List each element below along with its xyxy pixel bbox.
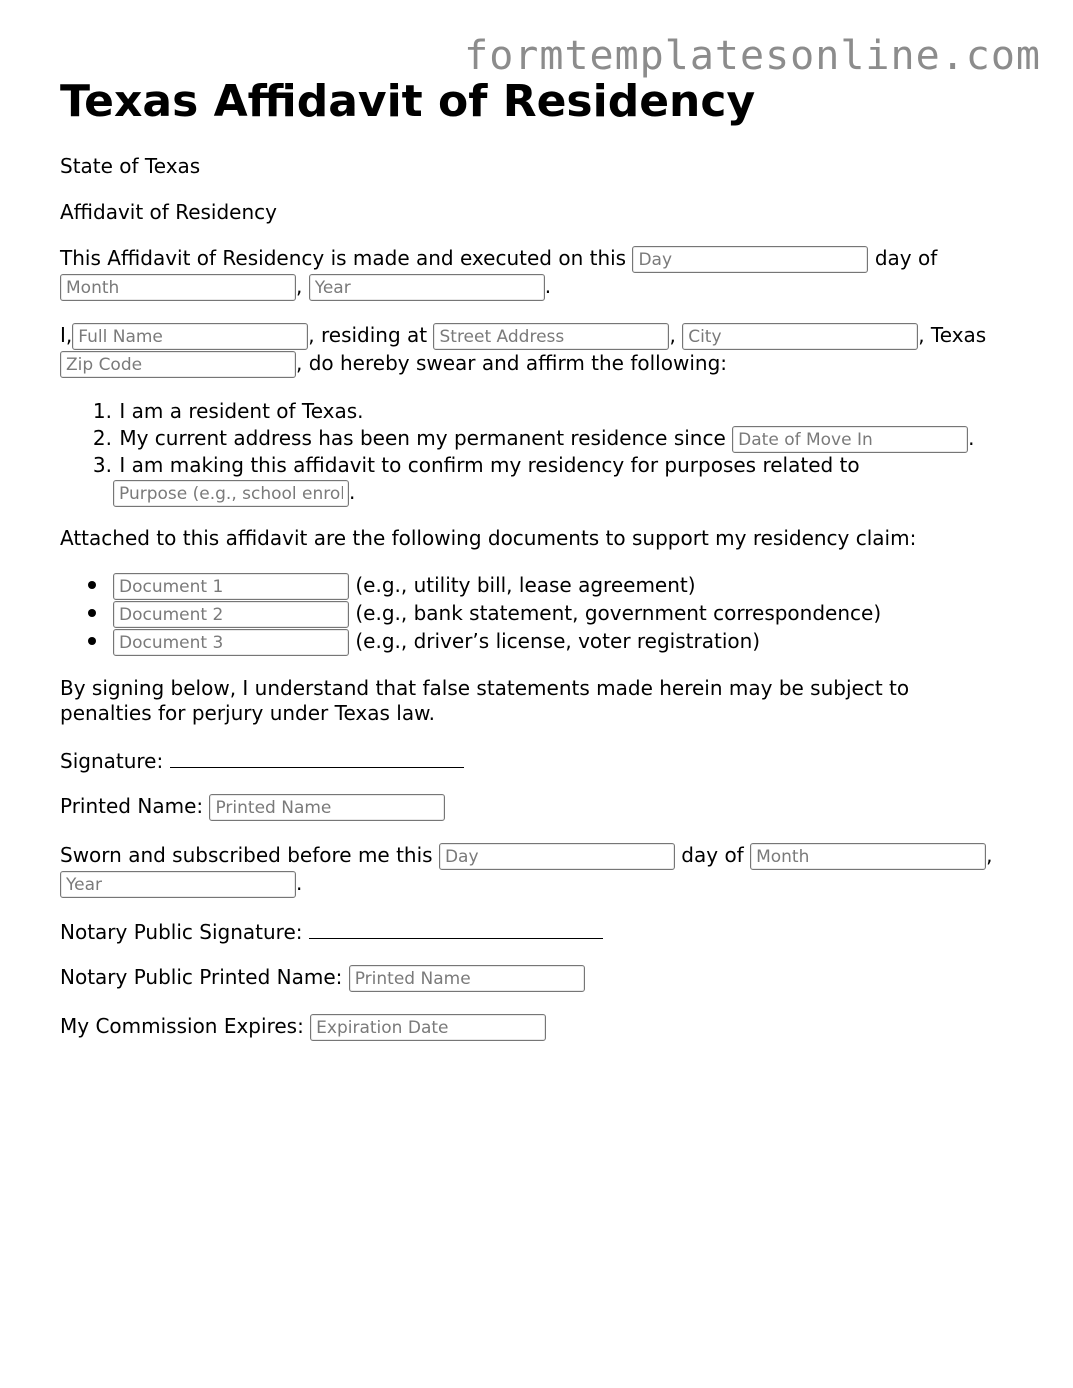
- document-3-input[interactable]: [113, 629, 349, 656]
- execution-month-input[interactable]: [60, 274, 296, 301]
- intro-separator: ,: [296, 274, 303, 298]
- sworn-separator: ,: [986, 843, 993, 867]
- sworn-year-input[interactable]: [60, 871, 296, 898]
- printed-name-input[interactable]: [209, 794, 445, 821]
- statement-period: .: [968, 426, 975, 450]
- execution-day-input[interactable]: [632, 246, 868, 273]
- intro-period: .: [544, 274, 552, 298]
- notary-signature-line[interactable]: [309, 918, 603, 939]
- signature-row: [60, 747, 1010, 775]
- notary-printed-name-label: Notary Public Printed Name:: [60, 965, 343, 989]
- statement-number: 1.: [92, 399, 112, 423]
- sworn-period: .: [296, 871, 303, 895]
- document-item: [60, 572, 1010, 599]
- document-item: [60, 600, 1010, 627]
- statement-continuation: [113, 479, 355, 507]
- purpose-input[interactable]: [113, 480, 349, 507]
- zip-code-input[interactable]: [60, 351, 296, 378]
- intro-day-of-text: day of: [874, 246, 938, 270]
- perjury-statement: By signing below, I understand that false statements made herein may be subject to penalties for perjury under Texas law.: [60, 676, 910, 725]
- statement-number: 3.: [92, 453, 112, 477]
- address-comma: ,: [669, 323, 676, 347]
- commission-row: [60, 1013, 1010, 1041]
- commission-expiration-input[interactable]: [310, 1014, 546, 1041]
- document-note: (e.g., utility bill, lease agreement): [355, 573, 696, 597]
- statement-item: [60, 425, 975, 453]
- notary-printed-name-row: [60, 964, 1010, 992]
- document-1-input[interactable]: [113, 573, 349, 600]
- document-label: Affidavit of Residency: [60, 200, 277, 224]
- city-input[interactable]: [682, 323, 918, 350]
- bullet-icon: [88, 637, 96, 645]
- bullet-icon: [88, 581, 96, 589]
- statement-number: 2.: [92, 426, 112, 450]
- state-text: , Texas: [918, 323, 987, 347]
- document-note: (e.g., bank statement, government correspondence): [355, 601, 882, 625]
- signature-line[interactable]: [170, 747, 464, 768]
- sworn-day-input[interactable]: [439, 843, 675, 870]
- sworn-day-of-text: day of: [681, 843, 744, 867]
- watermark: formtemplatesonline.com: [464, 33, 1041, 79]
- document-item: [60, 628, 1010, 655]
- statement-text: I am a resident of Texas.: [119, 399, 364, 423]
- street-address-input[interactable]: [433, 323, 669, 350]
- notary-signature-row: [60, 918, 1010, 946]
- page-title: Texas Affidavit of Residency: [60, 76, 756, 127]
- signature-label: Signature:: [60, 749, 164, 773]
- sworn-text: Sworn and subscribed before me this: [60, 843, 433, 867]
- document-2-input[interactable]: [113, 601, 349, 628]
- statement-text: I am making this affidavit to confirm my residency for purposes related to: [119, 453, 860, 477]
- commission-label: My Commission Expires:: [60, 1014, 304, 1038]
- statement-period: .: [349, 480, 356, 504]
- statement-text: My current address has been my permanent residence since: [119, 426, 726, 450]
- sworn-month-input[interactable]: [750, 843, 986, 870]
- attached-intro: Attached to this affidavit are the following documents to support my residency claim:: [60, 526, 917, 550]
- intro-text: This Affidavit of Residency is made and executed on this: [60, 246, 627, 270]
- residing-at-text: , residing at: [308, 323, 428, 347]
- document-note: (e.g., driver’s license, voter registration): [355, 629, 761, 653]
- declarant-paragraph: [60, 322, 1010, 377]
- printed-name-label: Printed Name:: [60, 794, 204, 818]
- sworn-paragraph: [60, 842, 1010, 897]
- move-in-date-input[interactable]: [732, 426, 968, 453]
- state-line: State of Texas: [60, 154, 201, 178]
- full-name-input[interactable]: [72, 323, 308, 350]
- statement-item: [60, 398, 364, 425]
- declarant-prefix: I,: [60, 323, 73, 347]
- printed-name-row: [60, 793, 1010, 821]
- notary-signature-label: Notary Public Signature:: [60, 920, 303, 944]
- execution-year-input[interactable]: [309, 274, 545, 301]
- bullet-icon: [88, 609, 96, 617]
- notary-printed-name-input[interactable]: [349, 965, 585, 992]
- statement-item: [60, 452, 860, 479]
- swear-text: , do hereby swear and affirm the following:: [296, 351, 727, 375]
- intro-paragraph: [60, 245, 1010, 300]
